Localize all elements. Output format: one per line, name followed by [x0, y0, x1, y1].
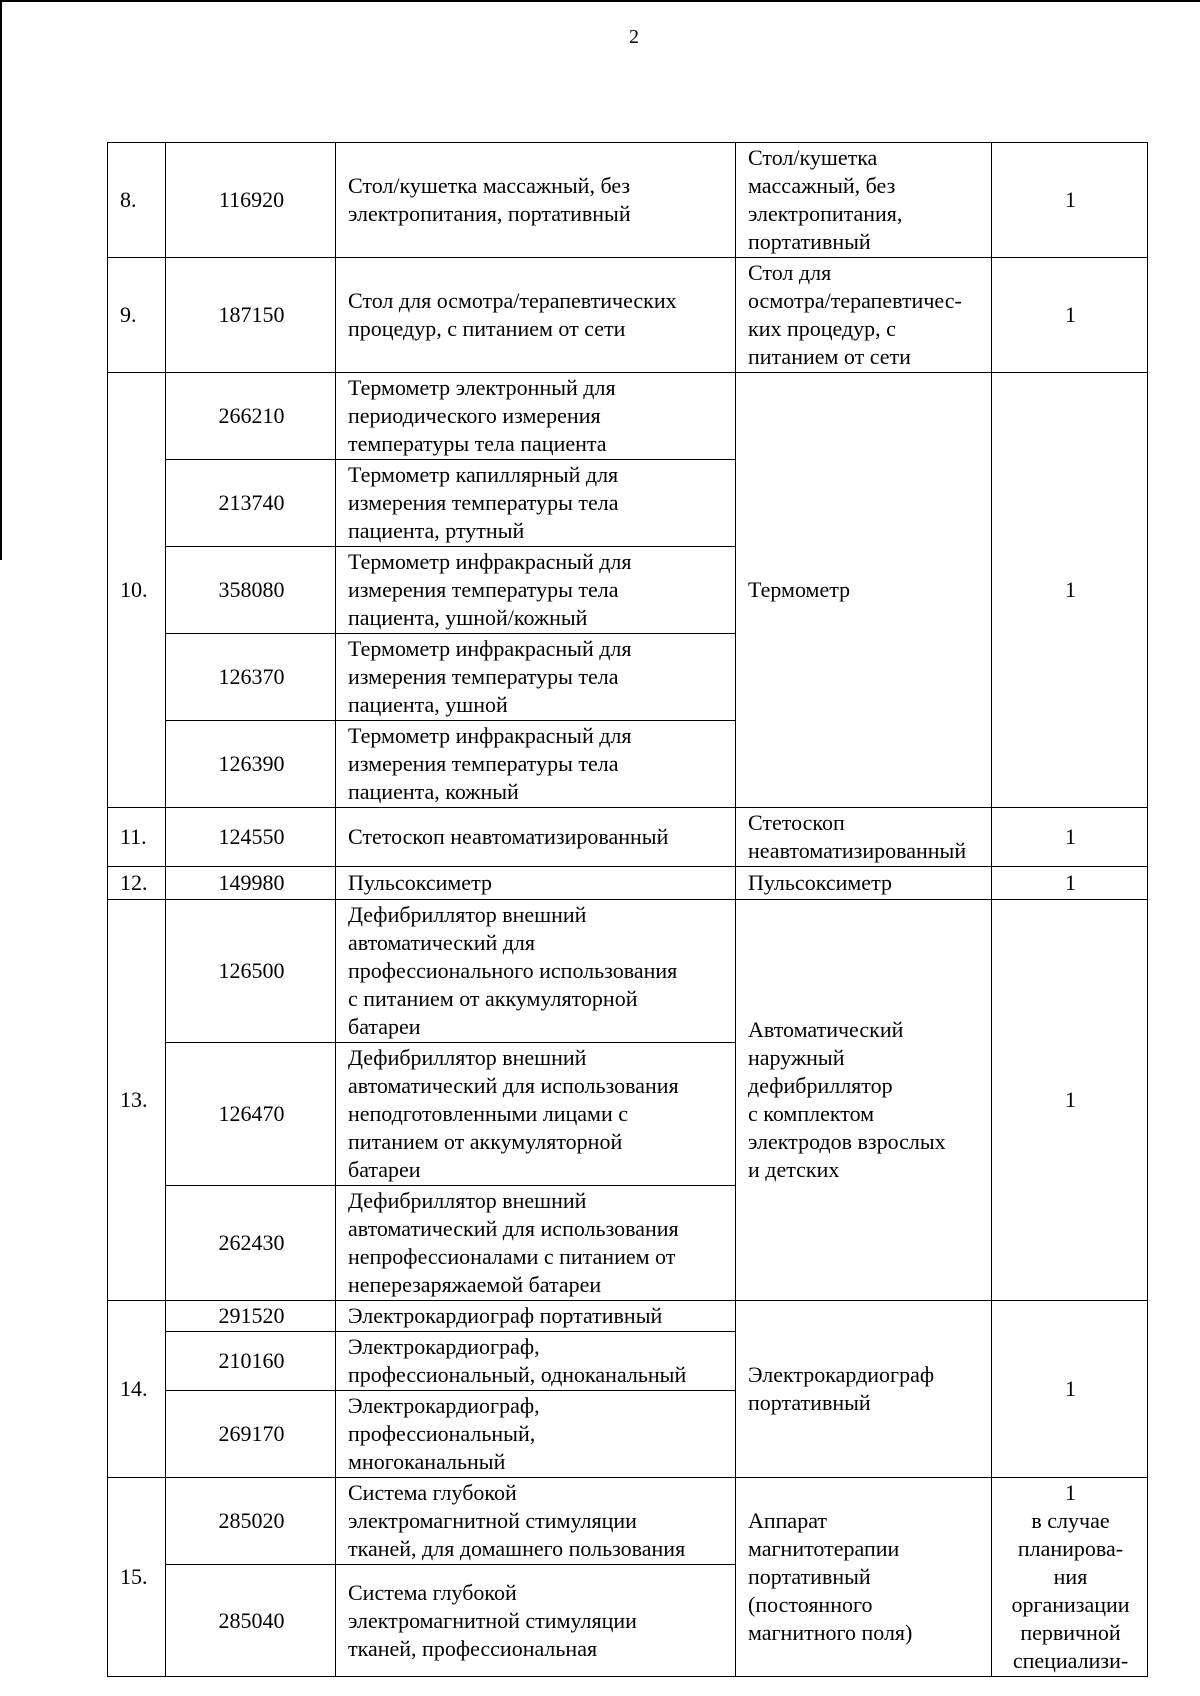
- equipment-name-cell: Автоматический наружный дефибриллятор с комплектом электродов взрослых и детских: [736, 900, 992, 1301]
- quantity-cell: 1: [992, 258, 1148, 373]
- scan-left-edge: [0, 0, 2, 560]
- description-cell: Термометр инфракрасный для измерения температуры тела пациента, ушной: [336, 634, 736, 721]
- table-row: [108, 143, 1148, 258]
- row-number-cell: 9.: [108, 258, 166, 373]
- quantity-cell: 1: [992, 900, 1148, 1301]
- row-number-cell: 11.: [108, 808, 166, 867]
- quantity-cell: 1: [992, 867, 1148, 900]
- code-cell: 126470: [166, 1043, 336, 1186]
- page-number: 2: [629, 26, 639, 48]
- table-row: [108, 900, 1148, 1043]
- code-cell: 358080: [166, 547, 336, 634]
- description-cell: Стетоскоп неавтоматизированный: [336, 808, 736, 867]
- table-row: [108, 1301, 1148, 1332]
- table-row: [108, 258, 1148, 373]
- code-cell: 187150: [166, 258, 336, 373]
- code-cell: 116920: [166, 143, 336, 258]
- code-cell: 124550: [166, 808, 336, 867]
- equipment-name-cell: Стетоскоп неавтоматизированный: [736, 808, 992, 867]
- description-cell: Термометр инфракрасный для измерения температуры тела пациента, кожный: [336, 721, 736, 808]
- description-cell: Термометр электронный для периодического измерения температуры тела пациента: [336, 373, 736, 460]
- table-row: [108, 373, 1148, 460]
- equipment-name-cell: Стол для осмотра/терапевтичес- ких процедур, с питанием от сети: [736, 258, 992, 373]
- code-cell: 213740: [166, 460, 336, 547]
- row-number-cell: 12.: [108, 867, 166, 900]
- description-cell: Термометр инфракрасный для измерения температуры тела пациента, ушной/кожный: [336, 547, 736, 634]
- description-cell: Электрокардиограф портативный: [336, 1301, 736, 1332]
- code-cell: 126390: [166, 721, 336, 808]
- code-cell: 291520: [166, 1301, 336, 1332]
- code-cell: 285040: [166, 1565, 336, 1677]
- equipment-table: [107, 142, 1148, 1677]
- row-number-cell: 14.: [108, 1301, 166, 1478]
- code-cell: 126500: [166, 900, 336, 1043]
- description-cell: Электрокардиограф, профессиональный, многоканальный: [336, 1391, 736, 1478]
- equipment-table-body: [108, 143, 1148, 1677]
- description-cell: Дефибриллятор внешний автоматический для использования неподготовленными лицами с питанием от аккумуляторной батареи: [336, 1043, 736, 1186]
- row-number-cell: 10.: [108, 373, 166, 808]
- description-cell: Система глубокой электромагнитной стимуляции тканей, для домашнего пользования: [336, 1478, 736, 1565]
- code-cell: 285020: [166, 1478, 336, 1565]
- quantity-cell: 1: [992, 143, 1148, 258]
- equipment-name-cell: Стол/кушетка массажный, без электропитания, портативный: [736, 143, 992, 258]
- row-number-cell: 13.: [108, 900, 166, 1301]
- code-cell: 269170: [166, 1391, 336, 1478]
- description-cell: Стол для осмотра/терапевтических процедур, с питанием от сети: [336, 258, 736, 373]
- quantity-cell: 1 в случае планирова- ния организации первичной специализи-: [992, 1478, 1148, 1677]
- row-number-cell: 15.: [108, 1478, 166, 1677]
- description-cell: Система глубокой электромагнитной стимуляции тканей, профессиональная: [336, 1565, 736, 1677]
- table-row: [108, 808, 1148, 867]
- description-cell: Термометр капиллярный для измерения температуры тела пациента, ртутный: [336, 460, 736, 547]
- table-row: [108, 867, 1148, 900]
- equipment-name-cell: Электрокардиограф портативный: [736, 1301, 992, 1478]
- equipment-name-cell: Термометр: [736, 373, 992, 808]
- description-cell: Пульсоксиметр: [336, 867, 736, 900]
- description-cell: Электрокардиограф, профессиональный, одноканальный: [336, 1332, 736, 1391]
- equipment-name-cell: Аппарат магнитотерапии портативный (постоянного магнитного поля): [736, 1478, 992, 1677]
- quantity-cell: 1: [992, 808, 1148, 867]
- quantity-cell: 1: [992, 1301, 1148, 1478]
- quantity-cell: 1: [992, 373, 1148, 808]
- description-cell: Дефибриллятор внешний автоматический для использования непрофессионалами с питанием от неперезаряжаемой батареи: [336, 1186, 736, 1301]
- scan-top-edge: [0, 0, 1200, 2]
- code-cell: 262430: [166, 1186, 336, 1301]
- code-cell: 126370: [166, 634, 336, 721]
- description-cell: Дефибриллятор внешний автоматический для профессионального использования с питанием от аккумуляторной батареи: [336, 900, 736, 1043]
- row-number-cell: 8.: [108, 143, 166, 258]
- table-row: [108, 1478, 1148, 1565]
- code-cell: 149980: [166, 867, 336, 900]
- code-cell: 266210: [166, 373, 336, 460]
- code-cell: 210160: [166, 1332, 336, 1391]
- equipment-name-cell: Пульсоксиметр: [736, 867, 992, 900]
- description-cell: Стол/кушетка массажный, без электропитания, портативный: [336, 143, 736, 258]
